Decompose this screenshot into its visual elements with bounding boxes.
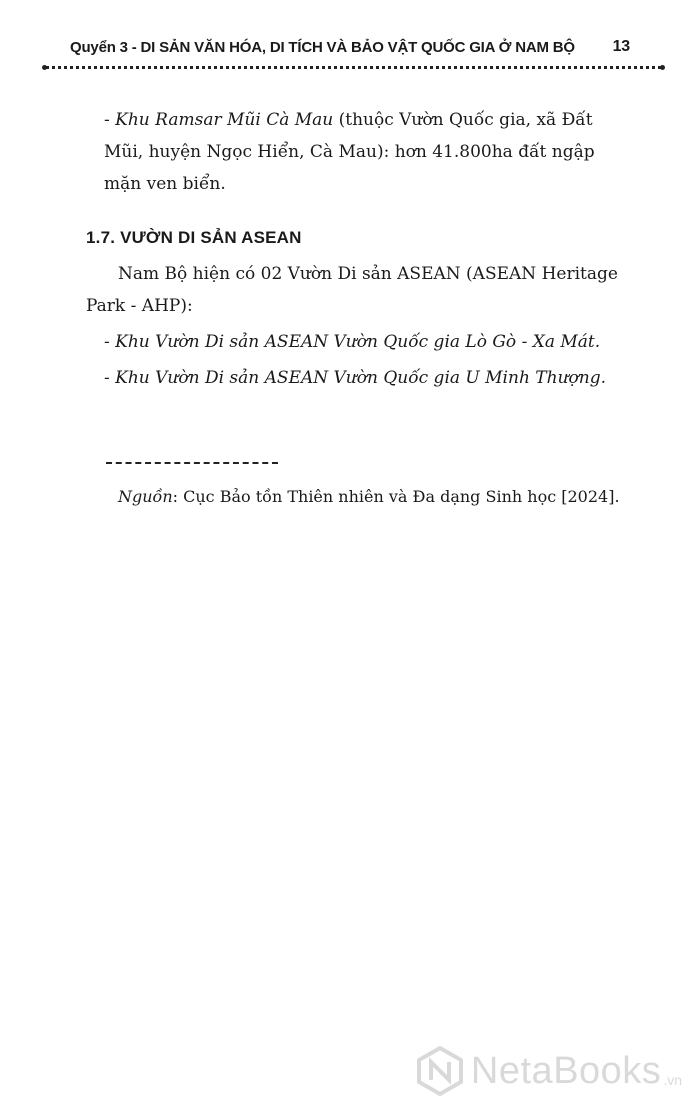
watermark-tld: .vn <box>663 1072 682 1088</box>
ramsar-item-text: (thuộc Vườn Quốc gia, xã Đất Mũi, huyện Ngọc Hiển, Cà Mau): hơn 41.800ha đất ngập mặn ven biển. <box>104 110 595 194</box>
running-header <box>70 34 630 60</box>
footnote-divider <box>106 462 278 464</box>
list-item: - Khu Vườn Di sản ASEAN Vườn Quốc gia Lò Gò - Xa Mát. <box>104 332 601 352</box>
ramsar-item-prefix: - <box>104 110 116 130</box>
header-title: Quyển 3 - DI SẢN VĂN HÓA, DI TÍCH VÀ BẢO VẬT QUỐC GIA Ở NAM BỘ <box>70 38 575 56</box>
ramsar-item <box>86 104 631 200</box>
footnote-source-text: : Cục Bảo tồn Thiên nhiên và Đa dạng Sinh học [2024]. <box>172 487 620 506</box>
netabooks-logo-icon <box>417 1046 463 1096</box>
watermark-brand: NetaBooks <box>470 1049 662 1092</box>
watermark <box>417 1046 682 1096</box>
page-body <box>86 104 631 394</box>
section-heading: 1.7. VƯỜN DI SẢN ASEAN <box>86 228 302 247</box>
header-divider <box>46 66 661 69</box>
page-number: 13 <box>612 38 630 55</box>
list-item: - Khu Vườn Di sản ASEAN Vườn Quốc gia U Minh Thượng. <box>104 368 606 388</box>
ramsar-item-name: Khu Ramsar Mũi Cà Mau <box>115 110 334 130</box>
intro-paragraph: Nam Bộ hiện có 02 Vườn Di sản ASEAN (ASEAN Heritage Park - AHP): <box>86 264 618 316</box>
footnote-source-label: Nguồn <box>118 487 173 506</box>
footnote <box>118 484 648 510</box>
